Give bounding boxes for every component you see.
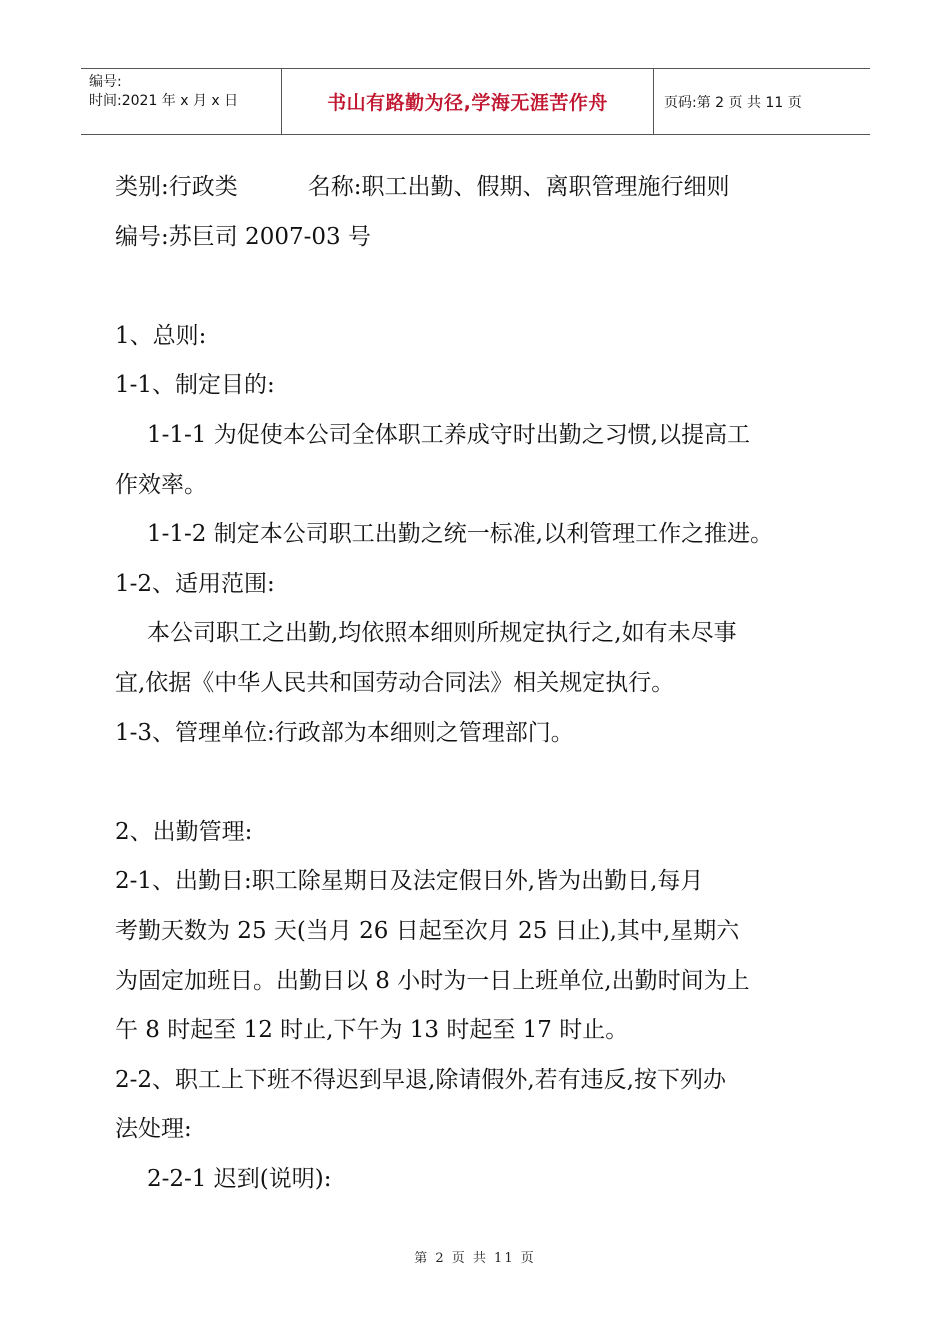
doc-meta-row [115,163,845,213]
paragraph-line: 为固定加班日。出勤日以 8 小时为一日上班单位,出勤时间为上 [115,967,750,994]
doc-category: 类别:行政类 [115,174,238,200]
section-heading: 1、总则: [115,322,207,349]
document-body [115,163,845,1204]
subsection-heading: 1-2、适用范围: [115,570,275,597]
paragraph-line: 考勤天数为 25 天(当月 26 日起至次月 25 日止),其中,星期六 [115,917,740,944]
header-page-info: 页码:第 2 页 共 11 页 [664,94,802,111]
header-left-cell [81,69,282,134]
paragraph-line: 宜,依据《中华人民共和国劳动合同法》相关规定执行。 [115,669,675,696]
paragraph-line: 作效率。 [115,471,207,498]
paragraph-line: 2-2-1 迟到(说明): [147,1165,332,1192]
doc-name: 名称:职工出勤、假期、离职管理施行细则 [307,174,730,200]
paragraph-line: 1-3、管理单位:行政部为本细则之管理部门。 [115,719,574,746]
doc-number: 编号:苏巨司 2007-03 号 [115,223,371,250]
section-heading: 2、出勤管理: [115,818,253,845]
serial-label: 编号: [89,74,122,90]
paragraph-line: 2-1、出勤日:职工除星期日及法定假日外,皆为出勤日,每月 [115,868,704,895]
paragraph-line: 1-1-1 为促使本公司全体职工养成守时出勤之习惯,以提高工 [147,421,751,448]
paragraph-line: 本公司职工之出勤,均依照本细则所规定执行之,如有未尽事 [147,620,737,647]
header-table [81,68,870,135]
subsection-heading: 1-1、制定目的: [115,372,275,399]
paragraph-line: 法处理: [115,1116,192,1143]
paragraph-line: 午 8 时起至 12 时止,下午为 13 时起至 17 时止。 [115,1017,629,1044]
paragraph-line: 2-2、职工上下班不得迟到早退,除请假外,若有违反,按下列办 [115,1066,726,1093]
paragraph-line: 1-1-2 制定本公司职工出勤之统一标准,以利管理工作之推进。 [147,521,774,548]
page-footer: 第 2 页 共 11 页 [414,1251,536,1266]
header-motto: 书山有路勤为径,学海无涯苦作舟 [282,69,654,134]
time-label: 时间:2021 年 x 月 x 日 [89,93,239,109]
